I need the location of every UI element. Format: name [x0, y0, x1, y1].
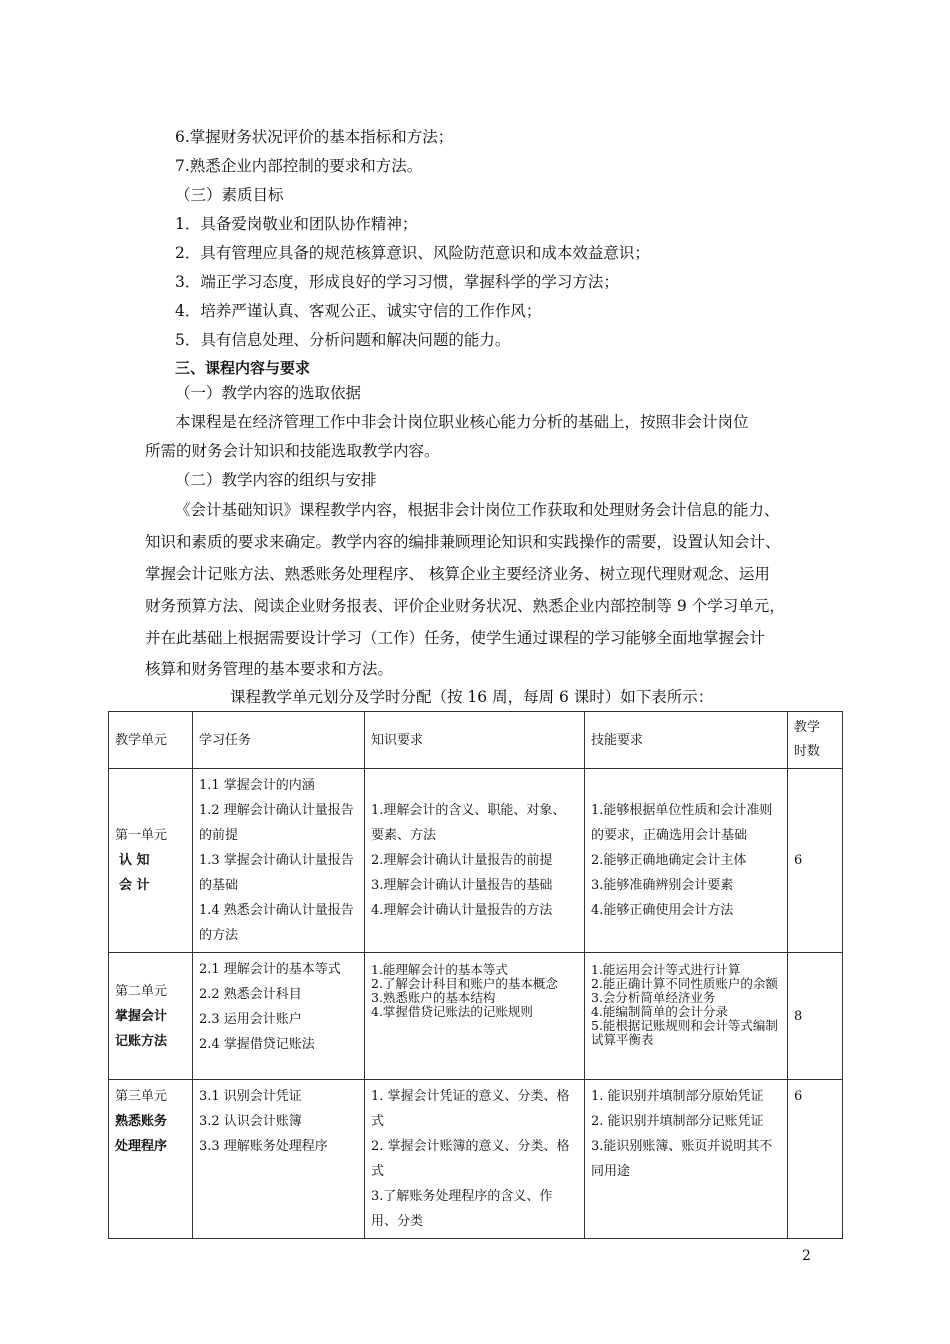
course-units-table [108, 711, 843, 1239]
skill-item: 2.能够正确地确定会计主体 [591, 853, 747, 868]
task-item: 2.2 熟悉会计科目 [199, 987, 302, 1002]
quality-line-2: 2．具有管理应具备的规范核算意识、风险防范意识和成本效益意识； [175, 244, 650, 262]
knowledge-item: 2.理解会计确认计量报告的前提 [371, 853, 553, 868]
knowledge-cell [365, 953, 585, 1080]
unit-cell [109, 953, 193, 1080]
unit-name-line-1 [115, 848, 186, 873]
unit-name-line-1: 掌握会计 [115, 1008, 168, 1024]
table-row [109, 953, 843, 1080]
skill-item: 5.能根据记账规则和会计等式编制试算平衡表 [591, 1018, 778, 1047]
skills-cell [585, 769, 788, 953]
unit-label: 第三单元 [115, 1089, 168, 1104]
quality-line-5: 5．具有信息处理、分析问题和解决问题的能力。 [175, 331, 511, 349]
unit-name-line-1: 熟悉账务 [115, 1114, 168, 1129]
tasks-cell [193, 953, 365, 1080]
table-caption: 课程教学单元划分及学时分配（按 16 周，每周 6 课时）如下表所示： [230, 688, 714, 706]
skill-item: 2.能正确计算不同性质账户的余额 [591, 976, 778, 991]
task-item: 1.4 熟悉会计确认计量报告的方法 [199, 903, 354, 943]
subsection-heading-1: （一）教学内容的选取依据 [175, 384, 362, 402]
objective-line-7: 7.熟悉企业内部控制的要求和方法。 [175, 157, 423, 175]
task-item: 1.2 理解会计确认计量报告的前提 [199, 803, 354, 843]
table-header-row [109, 712, 843, 769]
quality-line-3: 3．端正学习态度，形成良好的学习习惯，掌握科学的学习方法； [175, 273, 619, 291]
task-item: 1.1 掌握会计的内涵 [199, 778, 315, 793]
unit-label: 第二单元 [115, 983, 168, 999]
task-item: 2.3 运用会计账户 [199, 1012, 302, 1027]
unit-cell [109, 769, 193, 953]
skill-item: 4.能够正确使用会计方法 [591, 903, 734, 918]
knowledge-item: 3.熟悉账户的基本结构 [371, 990, 496, 1005]
unit-name-line-2: 处理程序 [115, 1139, 168, 1154]
paragraph-2-line-6: 核算和财务管理的基本要求和方法。 [145, 660, 394, 678]
skill-item: 2. 能识别并填制部分记账凭证 [591, 1114, 764, 1129]
knowledge-cell [365, 1080, 585, 1239]
task-item: 3.3 理解账务处理程序 [199, 1139, 328, 1154]
paragraph-2-line-1: 《会计基础知识》课程教学内容，根据非会计岗位工作获取和处理财务会计信息的能力、 [175, 501, 780, 519]
unit-label: 第一单元 [115, 828, 168, 843]
skills-cell [585, 1080, 788, 1239]
quality-line-4: 4．培养严谨认真、客观公正、诚实守信的工作作风； [175, 302, 542, 320]
unit-name-char: 知 [136, 853, 150, 868]
unit-name-char: 认 [119, 853, 133, 868]
knowledge-item: 2.了解会计科目和账户的基本概念 [371, 976, 558, 991]
paragraph-2-line-4: 财务预算方法、阅读企业财务报表、评价企业财务状况、熟悉企业内部控制等 9 个学习单元， [145, 597, 785, 615]
subsection-heading-2: （二）教学内容的组织与安排 [175, 471, 377, 489]
skills-cell [585, 953, 788, 1080]
knowledge-item: 3.了解账务处理程序的含义、作用、分类 [371, 1189, 553, 1229]
skill-item: 1. 能识别并填制部分原始凭证 [591, 1089, 764, 1104]
table-row [109, 1080, 843, 1239]
knowledge-item: 1.理解会计的含义、职能、对象、要素、方法 [371, 803, 566, 843]
hours-cell: 6 [788, 1080, 843, 1239]
task-item: 1.3 掌握会计确认计量报告的基础 [199, 853, 354, 893]
header-hours-line-1: 教学 [794, 720, 821, 735]
hours-cell: 8 [788, 953, 843, 1080]
header-unit: 教学单元 [109, 712, 193, 769]
section-heading: 三、课程内容与要求 [175, 359, 311, 377]
unit-name-line-2 [115, 873, 186, 898]
knowledge-item: 1.能理解会计的基本等式 [371, 962, 508, 977]
objective-line-6: 6.掌握财务状况评价的基本指标和方法； [175, 128, 454, 146]
header-hours-line-2: 时数 [794, 744, 821, 759]
knowledge-cell [365, 769, 585, 953]
header-tasks: 学习任务 [193, 712, 365, 769]
tasks-cell [193, 769, 365, 953]
task-item: 2.1 理解会计的基本等式 [199, 962, 341, 977]
knowledge-item: 3.理解会计确认计量报告的基础 [371, 878, 553, 893]
skill-item: 3.能够准确辨别会计要素 [591, 878, 734, 893]
unit-name-line-2: 记账方法 [115, 1033, 168, 1049]
knowledge-item: 1. 掌握会计凭证的意义、分类、格式 [371, 1089, 570, 1129]
task-item: 3.1 识别会计凭证 [199, 1089, 302, 1104]
skill-item: 4.能编制简单的会计分录 [591, 1004, 728, 1019]
tasks-cell [193, 1080, 365, 1239]
quality-line-1: 1．具备爱岗敬业和团队协作精神； [175, 215, 418, 233]
header-skills: 技能要求 [585, 712, 788, 769]
task-item: 2.4 掌握借贷记账法 [199, 1037, 315, 1052]
unit-cell [109, 1080, 193, 1239]
skill-item: 3.会分析简单经济业务 [591, 990, 716, 1005]
unit-name-char: 会 [119, 878, 133, 893]
skill-item: 1.能运用会计等式进行计算 [591, 962, 741, 977]
paragraph-2-line-3: 掌握会计记账方法、熟悉账务处理程序、 核算企业主要经济业务、树立现代理财观念、运用 [145, 565, 770, 583]
paragraph-2-line-2: 知识和素质的要求来确定。教学内容的编排兼顾理论知识和实践操作的需要，设置认知会计、 [145, 533, 781, 551]
unit-name-char: 计 [136, 878, 150, 893]
paragraph-2-line-5: 并在此基础上根据需要设计学习（工作）任务，使学生通过课程的学习能够全面地掌握会计 [145, 629, 766, 647]
header-hours [788, 712, 843, 769]
skill-item: 1.能够根据单位性质和会计准则的要求，正确选用会计基础 [591, 803, 773, 843]
paragraph-1-line-1: 本课程是在经济管理工作中非会计岗位职业核心能力分析的基础上，按照非会计岗位 [175, 413, 749, 431]
paragraph-1-line-2: 所需的财务会计知识和技能选取教学内容。 [145, 442, 440, 460]
knowledge-item: 4.掌握借贷记账法的记账规则 [371, 1004, 533, 1019]
hours-cell: 6 [788, 769, 843, 953]
knowledge-item: 2. 掌握会计账簿的意义、分类、格式 [371, 1139, 570, 1179]
task-item: 3.2 认识会计账簿 [199, 1114, 302, 1129]
page-number: 2 [802, 1248, 811, 1264]
header-knowledge: 知识要求 [365, 712, 585, 769]
knowledge-item: 4.理解会计确认计量报告的方法 [371, 903, 553, 918]
skill-item: 3.能识别账簿、账页并说明其不同用途 [591, 1139, 773, 1179]
table-row [109, 769, 843, 953]
quality-objectives-heading: （三）素质目标 [175, 186, 284, 204]
